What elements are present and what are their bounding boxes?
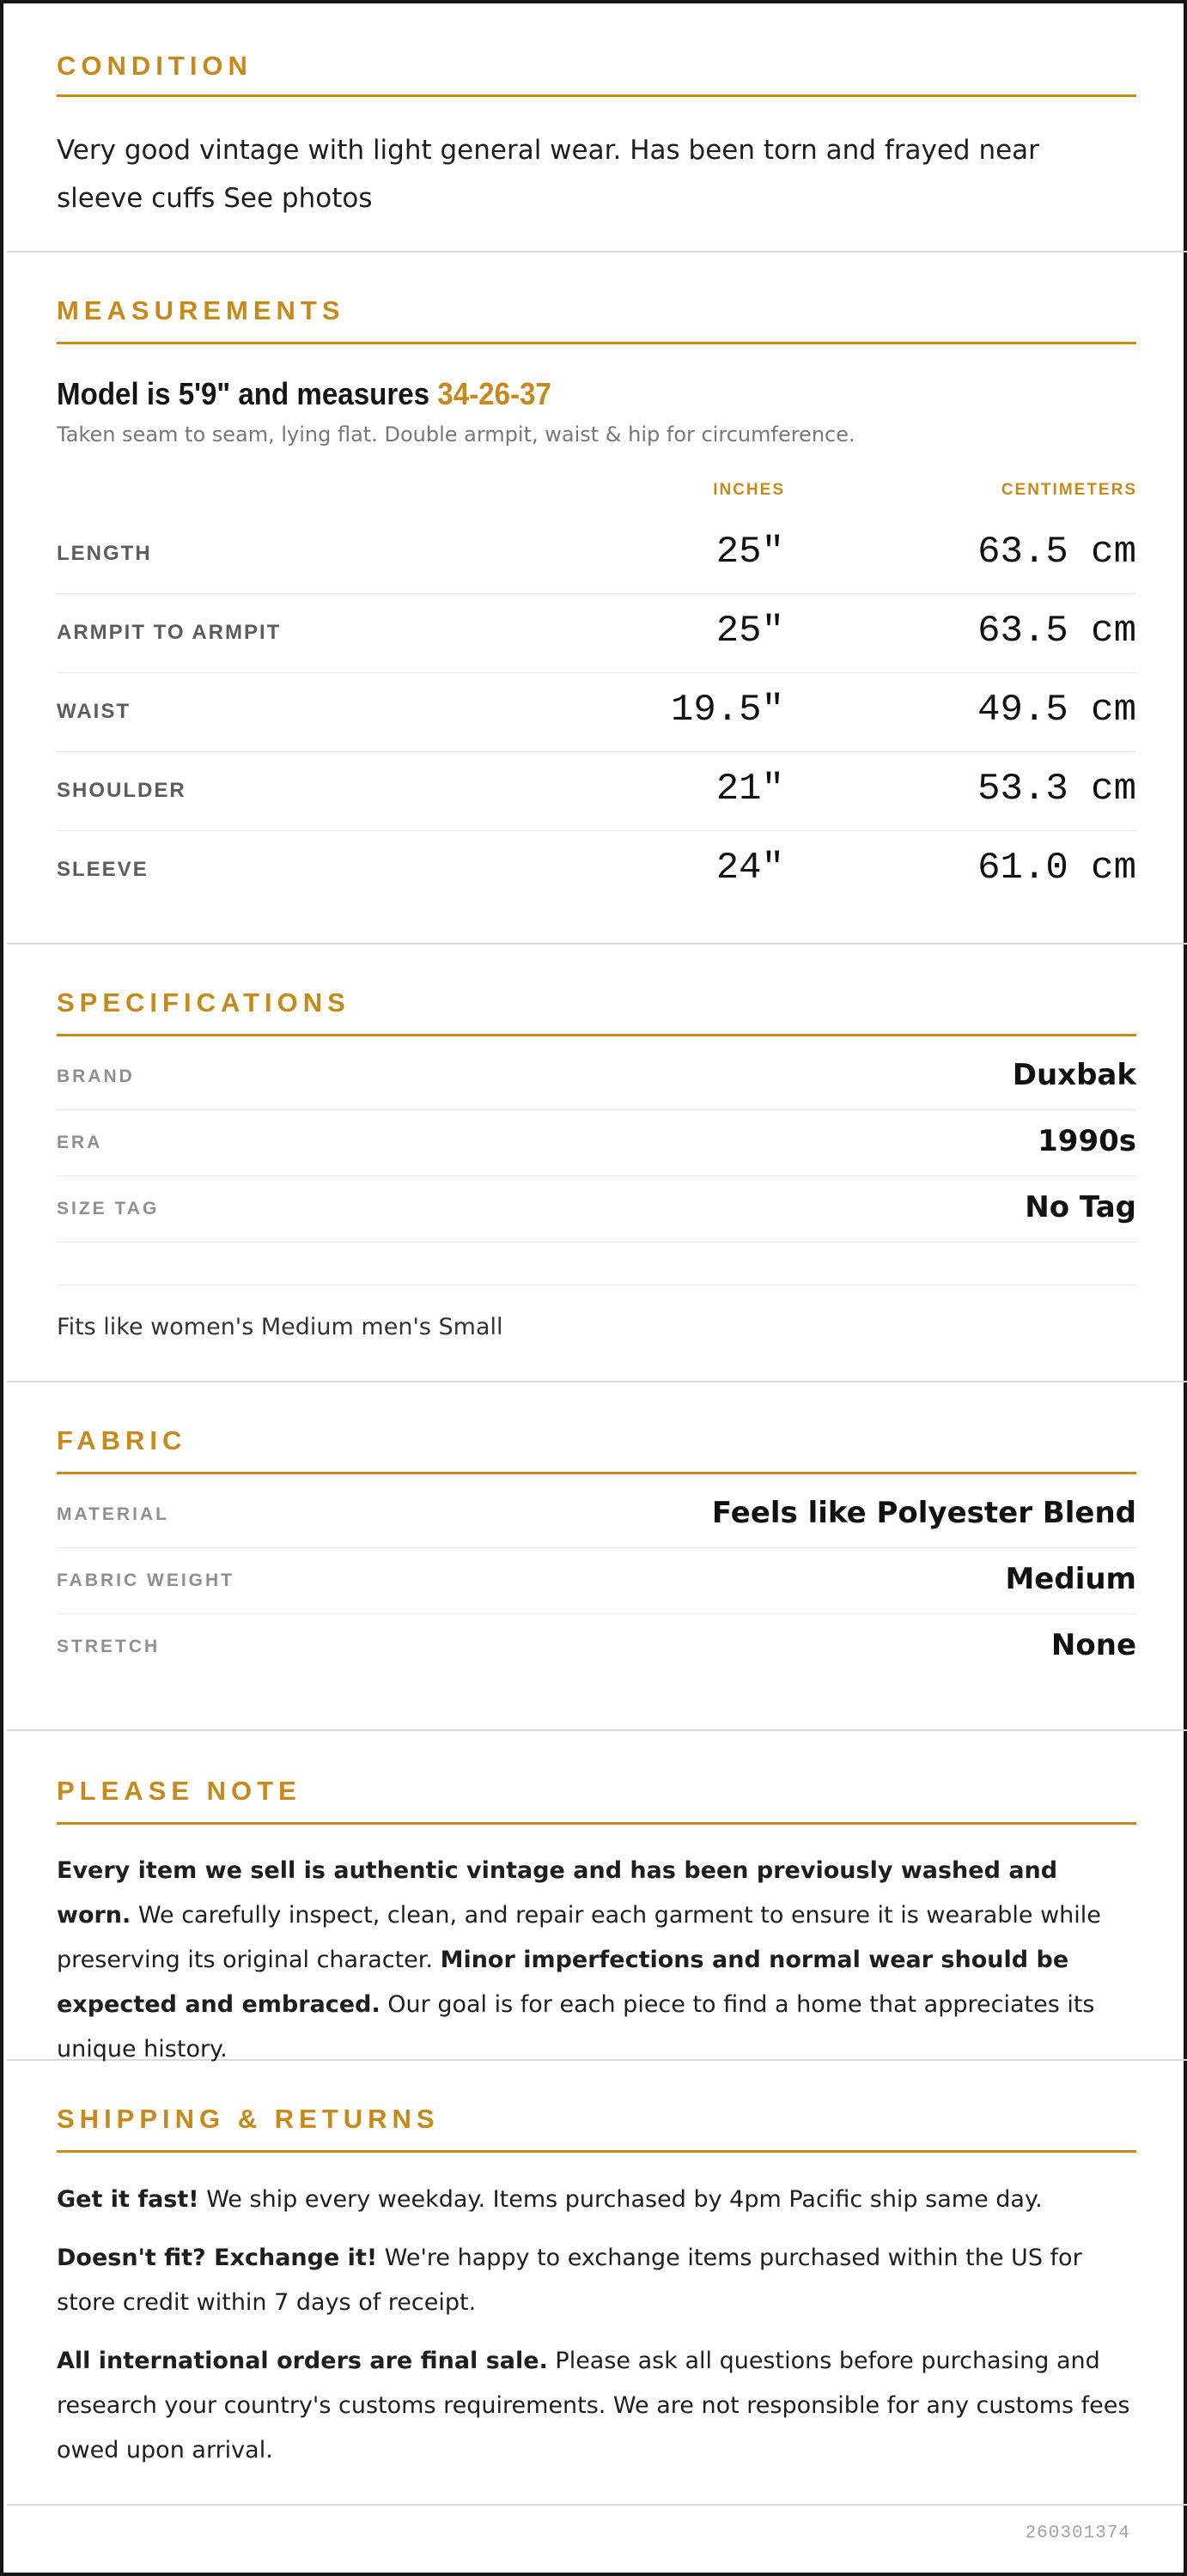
please-note-section — [7, 1731, 1187, 2061]
note-bold-authentic: Every item we sell is authentic vintage and has been previously washed and worn. — [57, 1857, 1058, 1929]
measurement-row-sleeve — [57, 831, 1136, 910]
fit-note: Fits like women's Medium men's Small — [57, 1314, 503, 1340]
measurement-row-armpit — [57, 594, 1136, 673]
spec-label: BRAND — [57, 1066, 135, 1086]
spec-value: 1990s — [1038, 1124, 1136, 1158]
fabric-row-stretch — [57, 1614, 1136, 1680]
column-header-inches: INCHES — [713, 481, 785, 499]
model-prefix: Model is 5'9" and measures — [57, 376, 438, 411]
measurement-inches: 19.5" — [670, 689, 784, 732]
measurement-label: LENGTH — [57, 542, 152, 565]
note-text-inspect: We carefully inspect, clean, and repair each garment to ensure it is wearable while preserving its original character. — [57, 1902, 1101, 1973]
spec-row-brand — [57, 1044, 1136, 1110]
spec-value: No Tag — [1025, 1190, 1136, 1224]
measurement-inches: 21" — [715, 768, 784, 811]
model-measurements-value: 34-26-37 — [437, 376, 551, 411]
fabric-value: Feels like Polyester Blend — [711, 1496, 1136, 1530]
shipping-paragraph-fast — [57, 2178, 1136, 2222]
fabric-label: FABRIC WEIGHT — [57, 1571, 234, 1590]
shipping-bold-international: All international orders are final sale. — [57, 2348, 548, 2374]
fabric-value: None — [1050, 1628, 1136, 1662]
spec-label: ERA — [57, 1133, 103, 1152]
shipping-paragraph-international — [57, 2339, 1136, 2473]
please-note-text — [57, 1849, 1136, 2072]
shipping-text-fast: We ship every weekday. Items purchased by 4pm Pacific ship same day. — [198, 2186, 1043, 2213]
section-title-condition: CONDITION — [57, 51, 253, 81]
measurement-label: SHOULDER — [57, 779, 186, 802]
measurement-centimeters: 49.5 cm — [977, 689, 1136, 732]
measurement-centimeters: 63.5 cm — [977, 531, 1136, 574]
section-divider — [57, 342, 1136, 344]
section-divider — [57, 1472, 1136, 1474]
note-text-goal: Our goal is for each piece to find a home that appreciates its unique history. — [57, 1991, 1095, 2063]
measurement-label: ARMPIT TO ARMPIT — [57, 621, 282, 644]
fabric-section — [7, 1382, 1187, 1731]
condition-section — [7, 3, 1187, 252]
shipping-text-exchange: We're happy to exchange items purchased within the US for store credit within 7 days of receipt. — [57, 2245, 1082, 2316]
condition-text: Very good vintage with light general wear. Has been torn and frayed near sleeve cuffs See photos — [57, 135, 1039, 214]
measurement-row-length — [57, 515, 1136, 594]
fabric-row-weight — [57, 1548, 1136, 1614]
section-divider — [57, 94, 1136, 97]
specifications-section — [7, 945, 1187, 1382]
model-measurements-heading — [57, 376, 551, 412]
measurement-centimeters: 61.0 cm — [977, 847, 1136, 890]
section-divider — [57, 1034, 1136, 1036]
measurement-inches: 25" — [715, 531, 784, 574]
measurement-centimeters: 63.5 cm — [977, 610, 1136, 653]
spec-label: SIZE TAG — [57, 1199, 160, 1218]
section-title-shipping-returns: SHIPPING & RETURNS — [57, 2104, 440, 2134]
shipping-returns-section — [7, 2061, 1187, 2506]
measurement-label: SLEEVE — [57, 858, 149, 881]
section-title-please-note: PLEASE NOTE — [57, 1776, 301, 1806]
shipping-bold-fast: Get it fast! — [57, 2186, 199, 2213]
measurement-inches: 25" — [715, 610, 784, 653]
spec-value: Duxbak — [1012, 1058, 1136, 1092]
shipping-text-international: Please ask all questions before purchasing and research your country's customs requirements. We are not responsible for any customs fees owed upon arrival. — [57, 2348, 1130, 2464]
note-bold-imperfections: Minor imperfections and normal wear should be expected and embraced. — [57, 1947, 1069, 2018]
section-title-measurements: MEASUREMENTS — [57, 295, 345, 325]
measurement-inches: 24" — [715, 847, 784, 890]
fabric-label: STRETCH — [57, 1637, 161, 1656]
column-header-centimeters: CENTIMETERS — [1001, 481, 1137, 499]
measurement-row-waist — [57, 673, 1136, 752]
fabric-value: Medium — [1005, 1562, 1136, 1596]
measurement-centimeters: 53.3 cm — [977, 768, 1136, 811]
measurement-row-shoulder — [57, 752, 1136, 831]
item-id: 260301374 — [1025, 2524, 1130, 2543]
section-title-specifications: SPECIFICATIONS — [57, 987, 350, 1018]
measurements-subtitle: Taken seam to seam, lying flat. Double armpit, waist & hip for circumference. — [57, 422, 855, 447]
shipping-paragraph-exchange — [57, 2236, 1136, 2325]
section-divider — [57, 1822, 1136, 1825]
fabric-label: MATERIAL — [57, 1504, 169, 1524]
measurements-section — [7, 252, 1187, 945]
section-divider — [57, 2150, 1136, 2153]
fabric-row-material — [57, 1482, 1136, 1548]
section-title-fabric: FABRIC — [57, 1425, 187, 1455]
shipping-bold-exchange: Doesn't fit? Exchange it! — [57, 2245, 378, 2271]
spec-row-size-tag — [57, 1176, 1136, 1242]
measurement-label: WAIST — [57, 700, 131, 723]
spec-row-era — [57, 1110, 1136, 1176]
